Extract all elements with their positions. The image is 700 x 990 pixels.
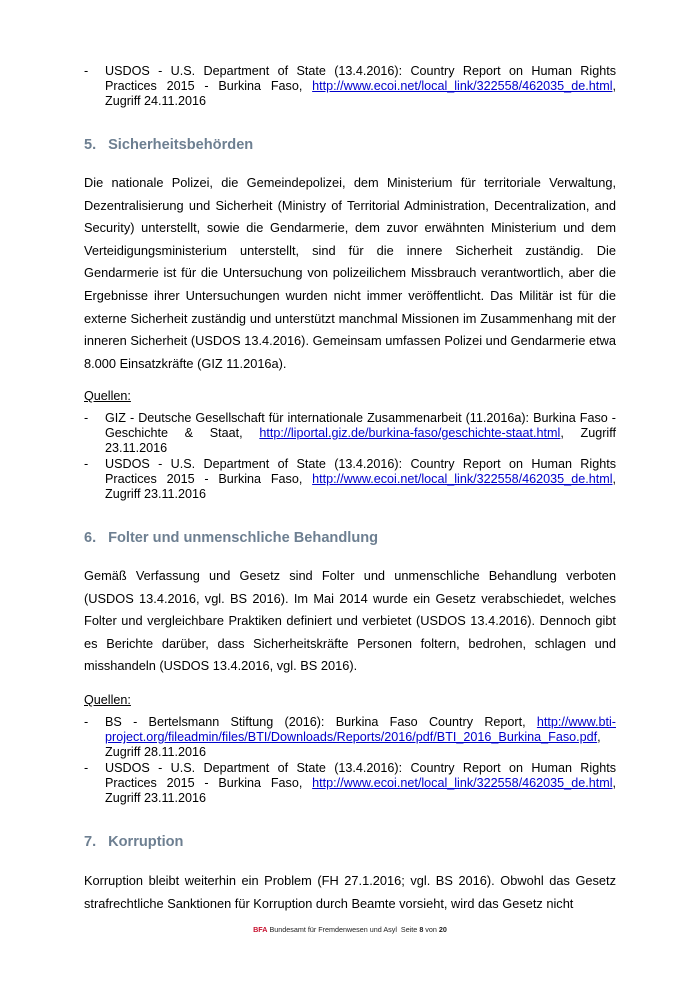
page-total: 20 bbox=[438, 925, 447, 934]
source-list bbox=[84, 411, 616, 502]
section-body: Gemäß Verfassung und Gesetz sind Folter und unmenschliche Behandlung verboten (USDOS 13.4.2016, vgl. BS 2016). Im Mai 2014 wurde ein Gesetz verabschiedet, welches Folter und vergleichbare Praktiken definiert und verbietet (USDOS 13.4.2016). Dennoch gibt es Berichte darüber, dass Sicherheitskräfte Personen foltern, bedrohen, schlagen und misshandeln (USDOS 13.4.2016, vgl. BS 2016). bbox=[84, 568, 616, 674]
sources-label: Quellen: bbox=[84, 389, 131, 403]
list-dash: - bbox=[84, 456, 89, 471]
list-dash: - bbox=[84, 760, 89, 775]
section-heading: 7. Korruption bbox=[84, 834, 184, 850]
source-link[interactable]: http://www.ecoi.net/local_link/322558/462035_de.html bbox=[312, 79, 613, 94]
source-link[interactable]: http://liportal.giz.de/burkina-faso/geschichte-staat.html bbox=[259, 426, 561, 441]
bfa-logo: BFA bbox=[253, 925, 268, 934]
list-dash: - bbox=[84, 715, 89, 729]
list-dash: - bbox=[84, 64, 89, 78]
section-heading: 6. Folter und unmenschliche Behandlung bbox=[84, 530, 379, 546]
list-dash: - bbox=[84, 411, 89, 425]
source-list bbox=[84, 715, 616, 806]
source-item: - USDOS - U.S. Department of State (13.4.2016): Country Report on Human Rights Practices 2015 - Burkina Faso, http://www.ecoi.net/local_link/322558/462035_de.html, Zugriff 23.11.2016 bbox=[84, 456, 616, 502]
page-footer: BFA Bundesamt für Fremdenwesen und Asyl Seite 8 von 20 bbox=[253, 925, 447, 934]
section-heading: 5. Sicherheitsbehörden bbox=[84, 137, 254, 153]
source-link[interactable]: http://www.bti-project.org/fileadmin/files/BTI/Downloads/Reports/2016/pdf/BTI_2016_Burkina_Faso.pdf bbox=[105, 715, 616, 745]
source-item: - USDOS - U.S. Department of State (13.4.2016): Country Report on Human Rights Practices 2015 - Burkina Faso, http://www.ecoi.net/local_link/322558/462035_de.html, Zugriff 23.11.2016 bbox=[84, 760, 616, 806]
source-item: - USDOS - U.S. Department of State (13.4.2016): Country Report on Human Rights Practices 2015 - Burkina Faso, http://www.ecoi.net/local_link/322558/462035_de.html, Zugriff 24.11.2016 bbox=[84, 64, 616, 109]
source-link[interactable]: http://www.ecoi.net/local_link/322558/462035_de.html bbox=[312, 471, 613, 486]
source-list bbox=[84, 64, 616, 110]
source-link[interactable]: http://www.ecoi.net/local_link/322558/462035_de.html bbox=[312, 775, 613, 790]
section-body: Die nationale Polizei, die Gemeindepolizei, dem Ministerium für territoriale Verwaltung, Dezentralisierung und Sicherheit (Ministry of Territorial Administration, Decentralization, and Security) unterstellt, sowie die Gendarmerie, dem zuvor erwähnten Ministerium und dem Verteidigungsministerium unterstellt, sind für die innere Sicherheit zuständig. Die Gendarmerie ist für die Untersuchung von polizeilichem Missbrauch verantwortlich, aber die Ergebnisse ihrer Untersuchungen wurden nicht immer veröffentlicht. Das Militär ist für die externe Sicherheit zuständig und unterstützt manchmal Missionen im Zusammenhang mit der inneren Sicherheit (USDOS 13.4.2016). Gemeinsam umfassen Polizei und Gendarmerie etwa 8.000 Einsatzkräfte (GIZ 11.2016a). bbox=[84, 175, 616, 371]
source-item: - GIZ - Deutsche Gesellschaft für internationale Zusammenarbeit (11.2016a): Burkina Faso - Geschichte & Staat, http://liportal.giz.de/burkina-faso/geschichte-staat.html, Zugriff 23.11.2016 bbox=[84, 411, 616, 456]
page-number: 8 bbox=[419, 925, 424, 934]
sources-label: Quellen: bbox=[84, 693, 131, 707]
source-item: - BS - Bertelsmann Stiftung (2016): Burkina Faso Country Report, http://www.bti-project.org/fileadmin/files/BTI/Downloads/Reports/2016/pdf/BTI_2016_Burkina_Faso.pdf, Zugriff 28.11.2016 bbox=[84, 715, 616, 760]
section-body: Korruption bleibt weiterhin ein Problem (FH 27.1.2016; vgl. BS 2016). Obwohl das Gesetz strafrechtliche Sanktionen für Korruption durch Beamte vorsieht, wird das Gesetz nicht bbox=[84, 873, 616, 911]
